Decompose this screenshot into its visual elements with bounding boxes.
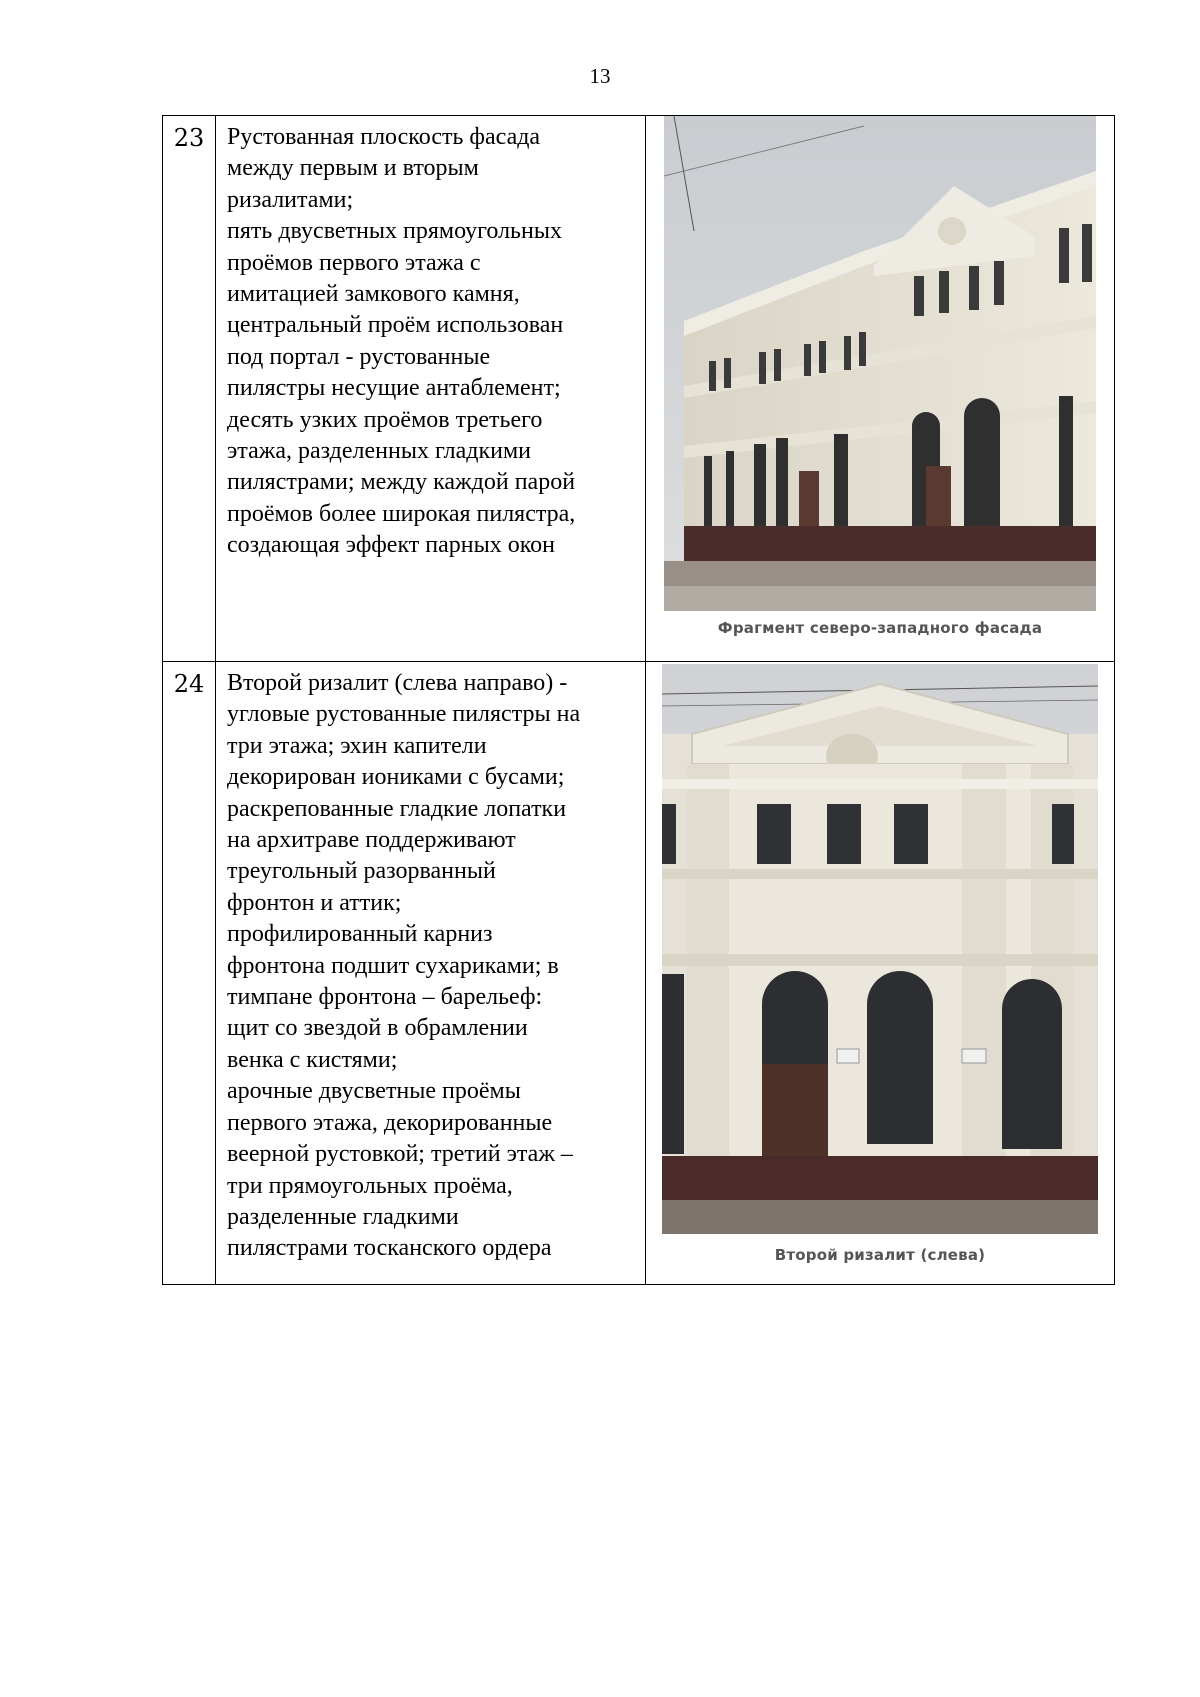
description-line: веерной рустовкой; третий этаж – [227,1141,573,1168]
description-line: десять узких проёмов третьего [227,406,543,433]
table-row [163,662,1115,1285]
page-number: 13 [589,64,611,88]
description-line: пять двусветных прямоугольных [227,218,562,245]
facade-photo [664,116,1096,611]
description-table [162,115,1115,1285]
description-line: разделенные гладкими [227,1203,459,1230]
description-line: раскрепованные гладкие лопатки [227,795,567,822]
description-line: венка с кистями; [227,1046,398,1073]
row-photo-cell [646,116,1115,662]
description-line: пилястры несущие антаблемент; [227,375,561,402]
description-line: центральный проём использован [227,312,564,339]
row-description [216,116,646,662]
description-line: три этажа; эхин капители [227,732,487,759]
description-line: арочные двусветные проёмы [227,1078,521,1105]
row-number: 24 [163,662,216,1285]
description-line: между первым и вторым [227,155,479,182]
description-line: три прямоугольных проёма, [227,1172,513,1199]
row-photo-cell [646,662,1115,1285]
description-line: под портал - рустованные [227,343,491,370]
description-line: фронтон и аттик; [227,889,402,916]
description-line: ризалитами; [227,186,354,213]
row-number: 23 [163,116,216,662]
description-line: пилястрами; между каждой парой [227,469,576,496]
description-line: фронтона подшит сухариками; в [227,952,559,979]
description-line: профилированный карниз [227,921,493,948]
description-line: на архитраве поддерживают [227,827,516,854]
description-line: щит со звездой в обрамлении [227,1015,528,1042]
description-line: пилястрами тосканского ордера [227,1235,552,1262]
row-description [216,662,646,1285]
description-line: проёмов более широкая пилястра, [227,500,576,527]
description-line: проёмов первого этажа с [227,249,481,276]
photo-caption: Фрагмент северо-западного фасада [717,619,1043,637]
photo-caption: Второй ризалит (слева) [774,1246,986,1264]
description-line: декорирован иониками с бусами; [227,764,565,791]
description-line: тимпане фронтона – барельеф: [227,984,543,1011]
description-line: Рустованная плоскость фасада [227,124,541,150]
description-line: имитацией замкового камня, [227,281,520,308]
description-line: треугольный разорванный [227,858,496,885]
description-line: угловые рустованные пилястры на [227,701,581,728]
description-line: этажа, разделенных гладкими [227,438,531,465]
description-line: первого этажа, декорированные [227,1109,553,1136]
table-row [163,116,1115,662]
risalit-photo [662,664,1098,1234]
description-line: Второй ризалит (слева направо) - [227,670,568,696]
description-line: создающая эффект парных окон [227,532,556,559]
